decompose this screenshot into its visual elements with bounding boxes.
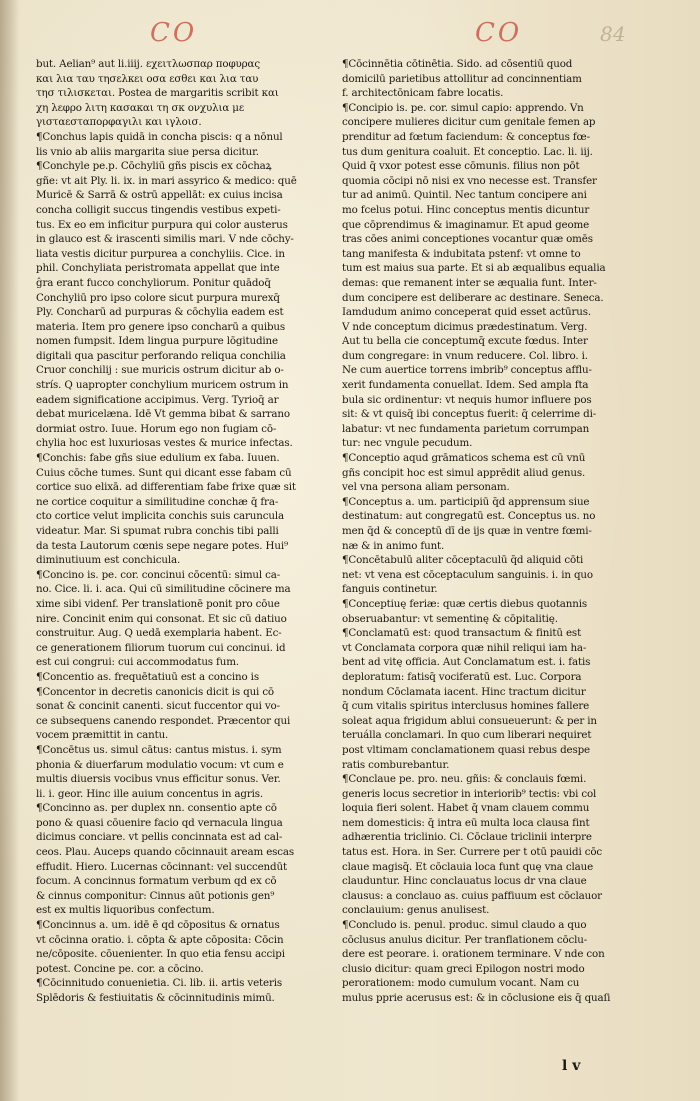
text-line: post vltimam conclamationem quasi rebus despe — [342, 743, 590, 756]
text-line: ¶Concinnus a. um. idē ē qd cōpositus & ornatus — [36, 919, 280, 932]
text-line: gñs concipit hoc est simul apprēdit aliud genus. — [342, 466, 586, 479]
text-line: dicimus conciare. vt pellis concinnata est ad cal- — [36, 831, 283, 844]
text-line: vt cōcinna oratio. i. cōpta & apte cōposita: Cōcin — [36, 933, 284, 946]
text-line: concha colligit succus tingendis vestibus expeti- — [36, 203, 281, 216]
text-line: loquia fieri solent. Habet q̄ vnam clauem commu — [342, 802, 590, 815]
text-line: est cui congrui: cui accommodatus fum. — [36, 656, 239, 669]
text-line: ¶Concentio as. frequētatiuū est a concino is — [36, 670, 259, 683]
text-line: ceos. Plau. Auceps quando cōcinnauit aream escas — [36, 846, 295, 859]
text-line: ¶Concino is. pe. cor. concinui cōcentū: simul ca- — [36, 568, 281, 581]
text-line: ce generationem filiorum tuorum cui concinui. id — [36, 641, 286, 654]
text-line: claue magisq̄. Et cōclauia loca funt quę vna claue — [342, 860, 594, 873]
text-line: ¶Conceptio aqud grāmaticos schema est cū vnū — [342, 452, 586, 465]
text-line: potest. Concine pe. cor. a cōcino. — [36, 962, 204, 975]
text-line: li. i. geor. Hinc ille auium concentus in agris. — [36, 787, 264, 800]
text-line: dormiat ostro. Iuue. Horum ego non fugiam cō- — [36, 422, 277, 435]
text-line: digitali qua pascitur perforando reliqua conchilia — [36, 349, 286, 362]
text-line: ¶Conchyle pe.p. Cōchyliū gñs piscis ex cōchaꝝ — [36, 160, 272, 173]
text-line: liata vestis dicitur purpurea a conchyliis. Cice. in — [36, 247, 285, 260]
text-line: q̄ cum vitalis spiritus interclusus homines fallere — [342, 700, 590, 713]
text-line: tur ad animū. Quintil. Nec tantum concipere ani — [342, 189, 587, 202]
text-line: tur: nec vngule pecudum. — [342, 437, 473, 450]
text-line: quomia cōcipi nō nisi ex vno necesse est. Transfer — [342, 174, 597, 187]
text-line: Aut tu bella cie conceptumq̄ excute fœdus. Inter — [342, 335, 588, 348]
text-line: domicilū parietibus attollitur ad concinnentiam — [342, 72, 582, 85]
text-line: ¶Concētus us. simul cātus: cantus mistus. i. sym — [36, 743, 282, 756]
text-line: bent ad vitę officia. Aut Conclamatum est. i. fatis — [342, 656, 591, 669]
text-line: f. architectōnicam fabre locatis. — [342, 87, 504, 100]
text-line: xerit fundamenta conuellat. Idem. Sed ampla fta — [342, 379, 589, 392]
text-line: Ne cum auertice torrens imbrib⁹ conceptus afflu- — [342, 364, 592, 377]
text-line: bula sic ordinentur: vt nequis humor influere pos — [342, 393, 592, 406]
text-line: Iamdudum animo conceperat quid esset actūrus. — [342, 306, 591, 319]
text-line: Conchyliū pro ipso colore sicut purpura murexq̄ — [36, 291, 280, 304]
text-line: labatur: vt nec fundamenta parietum corrumpan — [342, 422, 590, 435]
text-line: cōclusus anulus dicitur. Per tranflationem cōclu- — [342, 933, 588, 946]
text-line: destinatum: aut congregatū est. Conceptus us. no — [342, 510, 596, 523]
text-column-right — [342, 57, 628, 1006]
text-line: tras cōes animi conceptiones vocantur quæ omēs — [342, 233, 593, 246]
text-line: ĝra erant fucco conchyliorum. Ponitur quādoq̄ — [36, 276, 271, 289]
text-line: no. Cice. li. i. aca. Qui cū similitudine cōcinere ma — [36, 583, 291, 596]
text-line: in glauco est & irascenti similis mari. V nde cōchy- — [36, 233, 294, 246]
text-line: nire. Concinit enim qui consonat. Et sic cū datiuo — [36, 612, 287, 625]
text-line: Ply. Concharū ad purpuras & cōchylia eadem est — [36, 306, 284, 319]
text-line: prenditur ad fœtum faciendum: & conceptus fœ- — [342, 130, 590, 143]
text-line: tus. Ex eo em inficitur purpura qui color austerus — [36, 218, 288, 231]
text-line: dum congregare: in vnum reducere. Col. libro. i. — [342, 349, 588, 362]
text-line: και λια ταυ τησελκει οσα εσθει και λια ταυ — [36, 72, 259, 85]
text-line: teruálla conclamari. In quo cum liberari nequiret — [342, 729, 592, 742]
text-line: que cōprendimus & imaginamur. Et apud geome — [342, 218, 590, 231]
text-line: chylia hoc est luxuriosas vestes & murice infectas. — [36, 437, 293, 450]
text-line: adhærentia triclinio. Ci. Cōclaue triclinii interpre — [342, 831, 592, 844]
text-line: ¶Conchis: fabe gñs siue edulium ex faba. Iuuen. — [36, 452, 280, 465]
text-line: Cruor conchilij : sue muricis ostrum dicitur ab o- — [36, 364, 284, 377]
text-line: ¶Concētabulū aliter cōceptaculū q̄d aliquid cōti — [342, 554, 584, 567]
text-line: ¶Cōcinnētia cōtinētia. Sido. ad cōsentiū quod — [342, 58, 573, 70]
text-line: ce subsequens canendo respondet. Præcentor qui — [36, 714, 291, 727]
text-line: phil. Conchyliata peristromata appellat que inte — [36, 262, 280, 275]
text-line: focum. A concinnus formatum verbum qd ex cō — [36, 875, 277, 888]
text-line: ¶Cōcinnitudo conuenietia. Ci. lib. ii. artis veteris — [36, 977, 283, 990]
text-line: χη λεφρο λιτη κασακαι τη σκ ονχυλια με — [36, 101, 245, 114]
running-head-right: CO — [475, 18, 523, 48]
text-line: ¶Conceptus a. um. participiū q̄d apprensum siue — [342, 495, 590, 508]
text-line: conclauium: genus anulisest. — [342, 904, 490, 917]
text-line: gñe: vt ait Ply. li. ix. in mari assyrico & medico: quē — [36, 174, 297, 187]
text-line: ¶Concentor in decretis canonicis dicit is qui cō — [36, 685, 274, 698]
text-line: demas: que remanent inter se æqualia funt. Inter- — [342, 276, 597, 289]
text-line: xime sibi videnf. Per translationē ponit pro cōue — [36, 597, 280, 610]
text-line: vocem præmittit in cantu. — [36, 729, 169, 742]
text-line: tang manifesta & indubitata pstenf: vt omne to — [342, 247, 581, 260]
text-line: Muricē & Sarrā & ostrū appellāt: ex cuius incisa — [36, 189, 283, 202]
text-line: effudit. Hiero. Lucernas cōcinnant: vel succendūt — [36, 860, 287, 873]
text-column-left — [36, 57, 318, 1006]
text-line: Splēdoris & festiuitatis & cōcinnitudinis mimū. — [36, 992, 275, 1004]
text-line: construitur. Aug. Q uedā exemplaria habent. Ec- — [36, 627, 282, 640]
text-line: fanguis continetur. — [342, 583, 438, 596]
text-line: pono & quasi cōuenire facio qd vernacula lingua — [36, 816, 283, 829]
text-line: dum concipere est deliberare ac destinare. Seneca. — [342, 291, 604, 304]
text-line: næ & in animo funt. — [342, 539, 445, 552]
text-line: men q̄d & conceptū dī de ijs quæ in ventre fœmi- — [342, 525, 592, 537]
text-line: mo fcelus potui. Hinc conceptus mentis dicuntur — [342, 203, 590, 216]
text-line: eadem significatione accipimus. Verg. Tyrioq̄ ar — [36, 393, 279, 406]
text-line: γισταεσταπορφαγιλι και ιγλοισ. — [36, 116, 202, 129]
text-line: sonat & concinit canenti. sicut fuccentor qui vo- — [36, 700, 280, 713]
text-line: ¶Concludo is. penul. produc. simul claudo a quo — [342, 919, 587, 932]
text-line: ne/cōposite. cōuenienter. In quo etia fensu accipi — [36, 948, 285, 961]
text-line: lis vnio ab aliis margarita siue persa dicitur. — [36, 145, 259, 158]
text-line: ratis comburebantur. — [342, 758, 450, 771]
text-line: generis locus secretior in interiorib⁹ tectis: vbi col — [342, 787, 597, 800]
text-line: ¶Conchus lapis quidā in concha piscis: q a nōnul — [36, 130, 283, 143]
text-line: tus dum genitura coaluit. Et conceptio. Lac. li. iij. — [342, 145, 593, 158]
text-line: & cinnus componitur: Cinnus aūt potionis gen⁹ — [36, 889, 275, 902]
text-line: nondum Cōclamata iacent. Hinc tractum dicitur — [342, 685, 586, 698]
text-line: τησ τιλισκεται. Postea de margaritis scribit και — [36, 87, 279, 100]
text-line: est ex multis liquoribus confectum. — [36, 904, 215, 917]
text-line: multis diuersis vocibus vnus efficitur sonus. Ver. — [36, 773, 281, 786]
text-line: ne cortice coquitur a similitudine conchæ q̄ fra- — [36, 495, 279, 508]
text-line: da testa Lautorum cœnis sepe negare potes. Hui⁹ — [36, 539, 288, 552]
text-line: videatur. Mar. Si spumat rubra conchis tibi palli — [36, 525, 279, 537]
text-line: clauduntur. Hinc conclauatus locus dr vna claue — [342, 875, 587, 888]
text-line: concipere mulieres dicitur cum genitale femen ap — [342, 116, 596, 129]
text-line: vt Conclamata corpora quæ nihil reliqui iam ha- — [342, 641, 587, 654]
text-line: Cuius cōche tumes. Sunt qui dicant esse fabam cū — [36, 466, 292, 479]
text-line: net: vt vena est cōceptaculum sanguinis. i. in quo — [342, 568, 593, 581]
text-line: materia. Item pro genere ipso concharū a quibus — [36, 320, 286, 333]
text-line: strís. Q uapropter conchylium muricem ostrum in — [36, 379, 289, 392]
text-line: cortice suo elixā. ad differentiam fabe frixe quæ sit — [36, 481, 296, 494]
text-line: ¶Concipio is. pe. cor. simul capio: apprendo. Vn — [342, 101, 584, 114]
text-line: ¶Concinno as. per duplex nn. consentio apte cō — [36, 802, 277, 815]
text-line: ¶Conclaue pe. pro. neu. gñis: & conclauis fœmi. — [342, 773, 587, 786]
text-line: tatus est. Hora. in Ser. Currere per t otū pauidi cōc — [342, 846, 603, 859]
text-line: V nde conceptum dicimus prædestinatum. Verg. — [342, 320, 588, 333]
text-line: sit: & vt quisq̄ ibi conceptus fuerit: q̄ celerrime di- — [342, 408, 597, 421]
text-line: clausus: a conclauo as. cuius paffiuum est cōclauor — [342, 889, 602, 902]
text-line: debat muricelæna. Idē Vt gemma bibat & sarrano — [36, 408, 290, 421]
folio-number: 84 — [600, 22, 626, 46]
text-line: ¶Conclamatū est: quod transactum & finitū est — [342, 627, 582, 640]
text-line: tum est maius sua parte. Et si ab æqualibus equalia — [342, 262, 606, 275]
running-head-left: CO — [150, 18, 198, 48]
text-line: deploratum: fatisq̄ vociferatū est. Luc. Corpora — [342, 670, 582, 683]
text-line: ¶Conceptiuę feriæ: quæ certis diebus quotannis — [342, 597, 588, 610]
text-line: diminutiuum est conchicula. — [36, 554, 181, 567]
text-line: dere est peorare. i. orationem terminare. V nde con — [342, 948, 605, 961]
text-line: clusio dicitur: quam greci Epilogon nostri modo — [342, 962, 585, 975]
gutter-shadow — [0, 0, 20, 1101]
signature-mark: l v — [562, 1058, 581, 1074]
text-line: mulus pprie acerusus est: & in cōclusione eis q̄ quaſi — [342, 992, 611, 1004]
text-line: phonia & diuerfarum modulatio vocum: vt cum e — [36, 758, 284, 771]
text-line: soleat aqua frigidum ablui consueuerunt: & per in — [342, 714, 597, 727]
text-line: cto cortice velut implicita conchis suis caruncula — [36, 510, 284, 523]
text-line: vel vna persona aliam personam. — [342, 481, 510, 494]
text-line: perorationem: modo cumulum vocant. Nam cu — [342, 977, 580, 990]
text-line: nomen fumpsit. Idem lingua purpure lōgitudine — [36, 335, 278, 348]
text-line: Quid q̄ vxor potest esse cōmunis. filius non pōt — [342, 160, 580, 173]
text-line: obseruabantur: vt sementinę & cōpitalitię. — [342, 612, 558, 625]
text-line: nem domesticis: q̄ intra eū multa loca clausa fint — [342, 816, 590, 829]
text-line: but. Aelian⁹ aut li.iiij. εχειτλωσπαρ ποφυρας — [36, 58, 260, 70]
